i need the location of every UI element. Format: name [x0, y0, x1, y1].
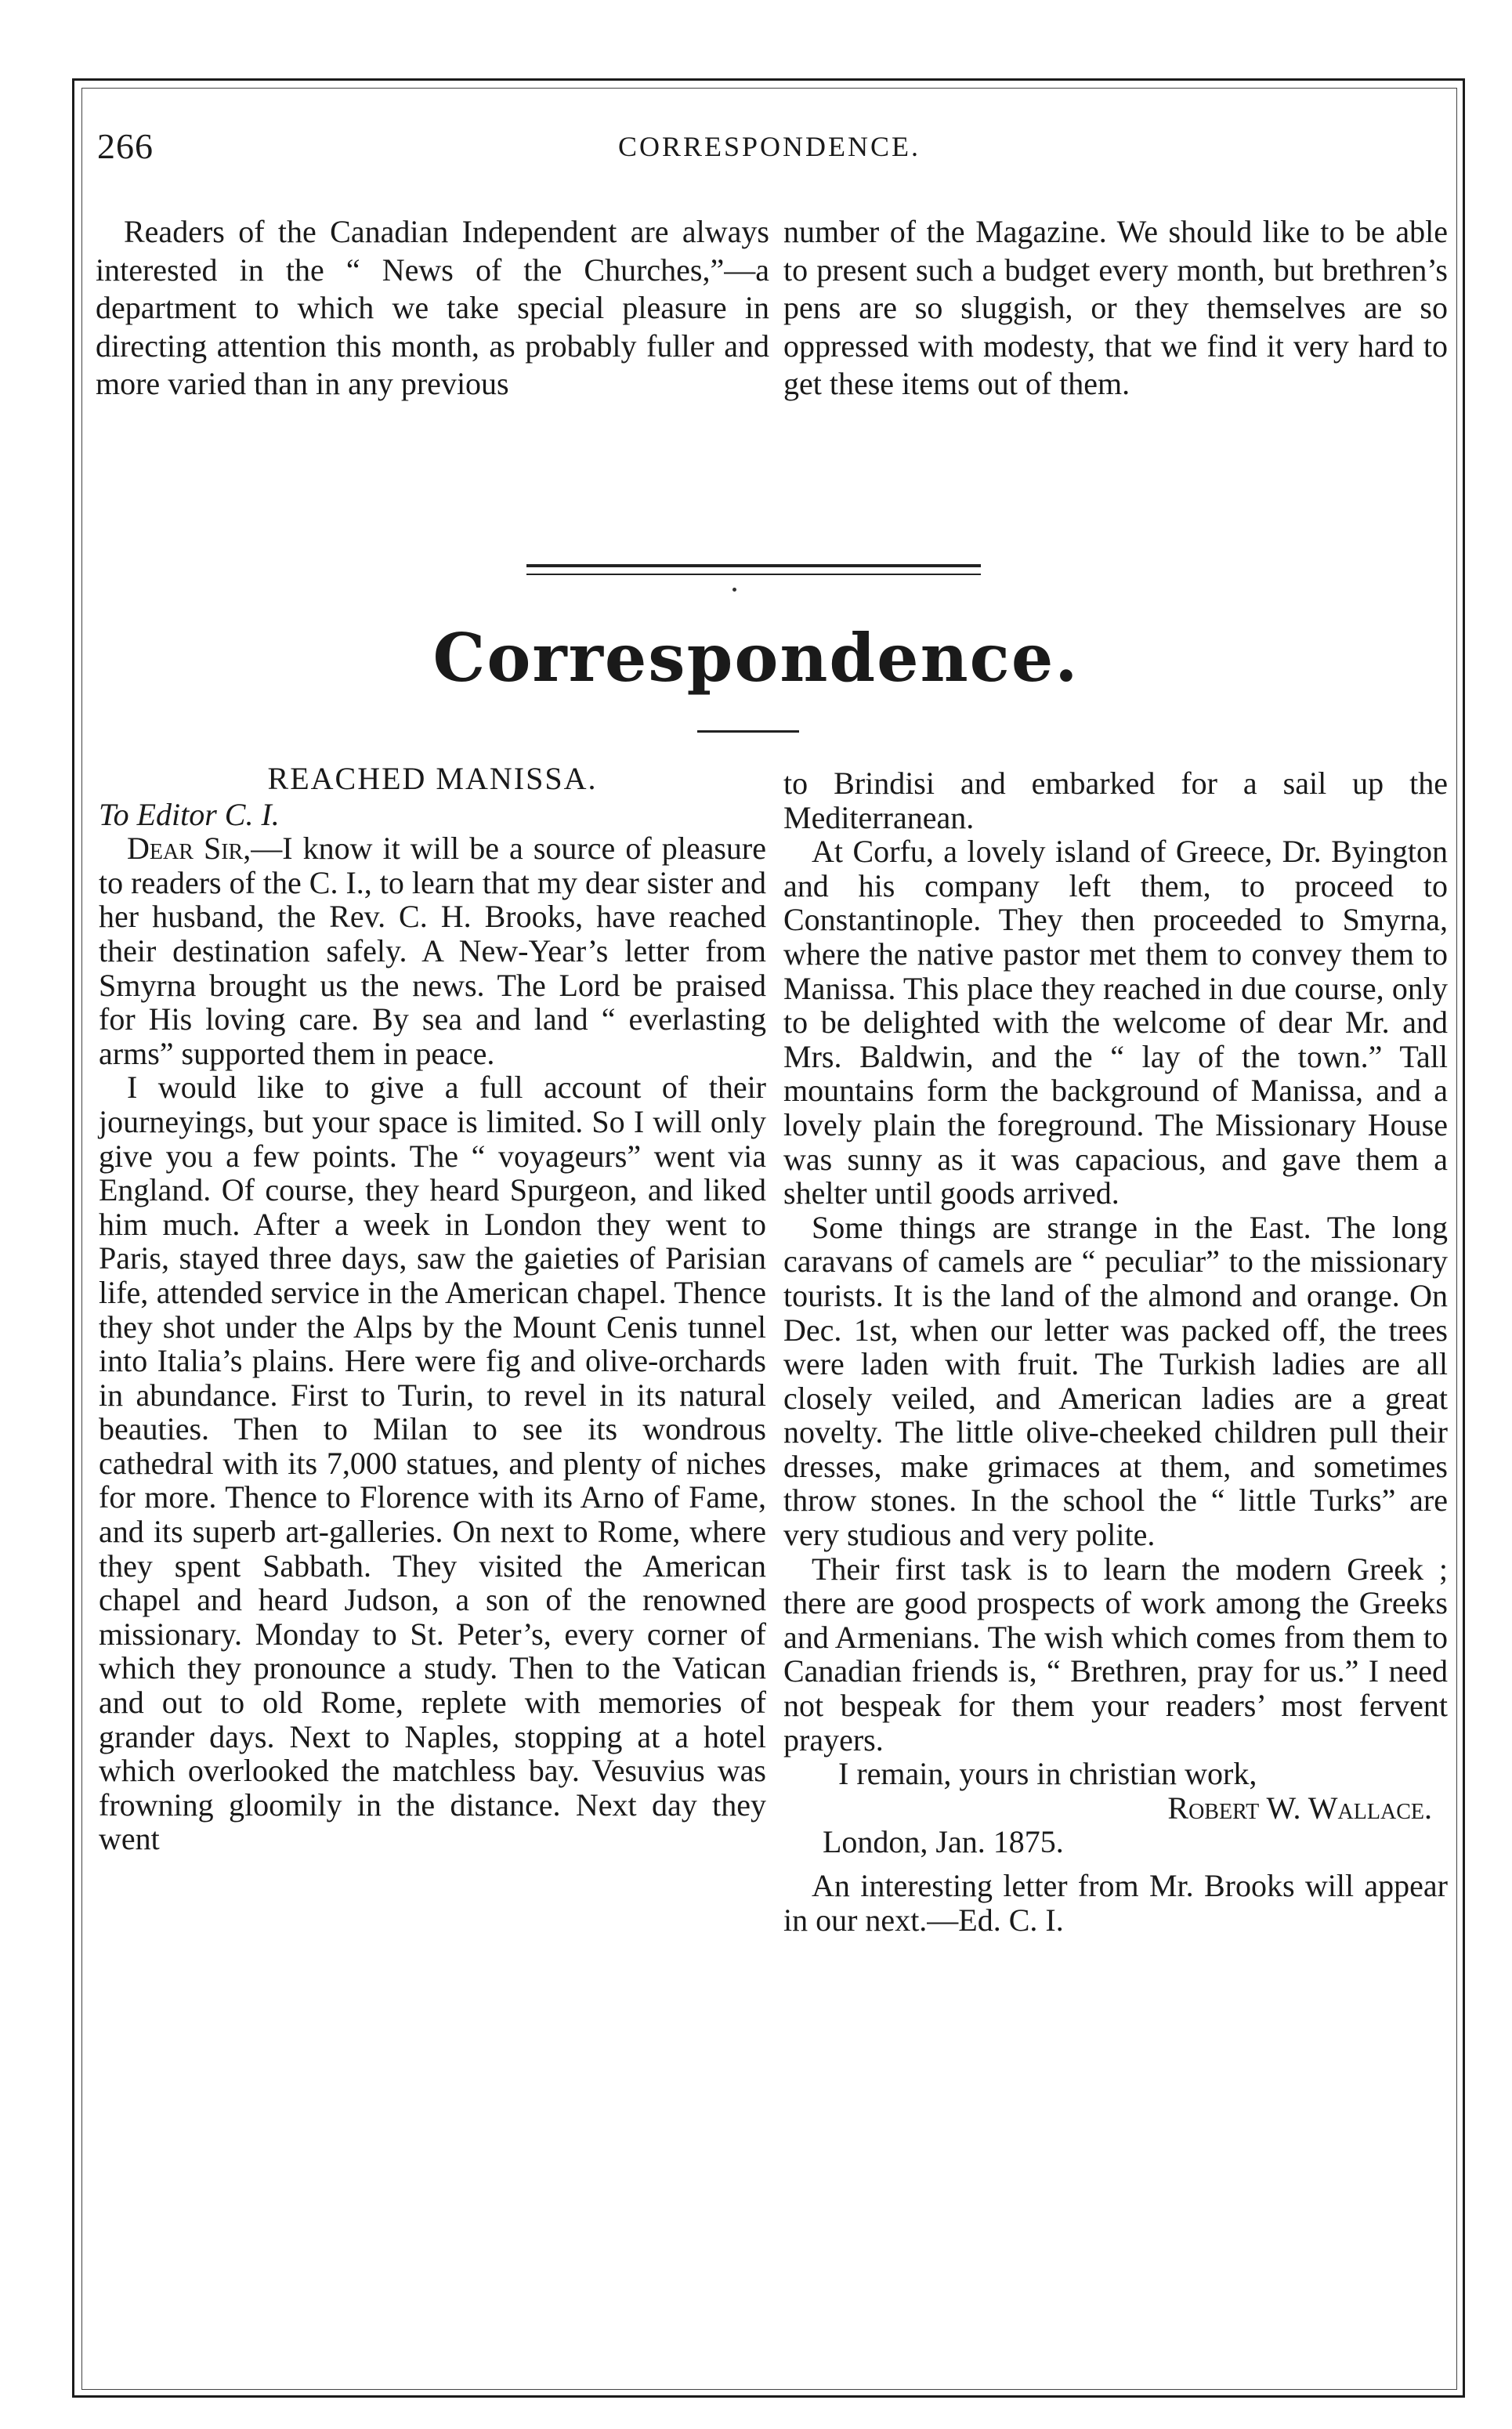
salutation: Dear Sir,: [127, 831, 251, 867]
title-rule: [697, 730, 799, 733]
page-number: 266: [97, 126, 154, 166]
letter-dateline: London, Jan. 1875.: [823, 1824, 1064, 1860]
letter-paragraph-2: I would like to give a full account of their journeyings, but your space is limited. So I will only give you a few points. The “ voyageurs” went via England. Of course, they heard Spurgeon, and liked him much. After a week in London they went to Paris, stayed three days, saw the gaieties of Parisian life, attended service in the American chapel. Thence they shot under the Alps by the Mount Cenis tunnel into Italia’s plains. Here were fig and olive-orchards in abundance. First to Turin, to revel in its natural beauties. Then to Milan to see its wondrous cathedral with its 7,000 statues, and plenty of niches for more. Thence to Florence with its Arno of Fame, and its superb art-galleries. On next to Rome, where they spent Sabbath. They visited the American chapel and heard Judson, a son of the renowned missionary. Monday to St. Peter’s, every corner of which they pronounce a study. Then to the Vatican and out to old Rome, replete with memories of grander days. Next to Naples, stopping at a hotel which overlooked the matchless bay. Vesuvius was frowning gloomily in the distance. Next day they went: [99, 1070, 766, 1857]
intro-text-right: number of the Magazine. We should like to be able to present such a budget every month, but brethren’s pens are so sluggish, or they themselves are so oppressed with modesty, that we find it very hard to get these items out of them.: [783, 214, 1448, 401]
letter-paragraph-4: Some things are strange in the East. The long caravans of camels are “ peculiar” to the missionary tourists. It is the land of the almond and orange. On Dec. 1st, when our letter was packed off, the trees were laden with fruit. The Turkish ladies are all closely veiled, and American ladies are a great novelty. The little olive-cheeked children pull their dresses, make grimaces at them, and sometimes throw stones. In the school the “ little Turks” are very studious and very polite.: [783, 1209, 1448, 1553]
intro-right-column: [783, 213, 1448, 404]
intro-left-column: [96, 213, 769, 404]
ornament-dot: [732, 588, 736, 592]
addressee: To Editor C. I.: [99, 796, 280, 832]
page-header: [96, 125, 1443, 172]
section-rule-top: [526, 564, 981, 567]
running-head: CORRESPONDENCE.: [617, 131, 921, 162]
editor-note: An interesting letter from Mr. Brooks will appear in our next.—Ed. C. I.: [783, 1868, 1448, 1938]
letter-right-column: [783, 766, 1448, 1937]
letter-paragraph-5: Their first task is to learn the modern Greek ; there are good prospects of work among the Greeks and Armenians. The wish which comes from them to Canadian friends is, “ Brethren, pray for us.” I need not bespeak for them your readers’ most fervent prayers.: [783, 1551, 1448, 1757]
article-title: REACHED MANISSA.: [267, 761, 598, 796]
letter-paragraph-1: Dear Sir,—I know it will be a source of pleasure to readers of the C. I., to learn that my dear sister and her husband, the Rev. C. H. Brooks, have reached their destination safely. A New-Year’s letter from Smyrna brought us the news. The Lord be praised for His loving care. By sea and land “ everlasting arms” supported them in peace.: [99, 831, 766, 1071]
letter-paragraph-continued: to Brindisi and embarked for a sail up the Mediterranean.: [783, 766, 1448, 835]
letter-left-column: [99, 757, 766, 1856]
section-rule-bottom: [526, 574, 981, 575]
letter-paragraph-3: At Corfu, a lovely island of Greece, Dr. Byington and his company left them, to proceed to Constantinople. They then proceeded to Smyrna, where the native pastor met them to convey them to Manissa. This place they reached in due course, only to be delighted with the welcome of dear Mr. and Mrs. Baldwin, and the “ lay of the town.” Tall mountains form the background of Manissa, and a lovely plain the foreground. The Missionary House was sunny as it was capacious, and gave them a shelter until goods arrived.: [783, 834, 1448, 1211]
intro-text-left: Readers of the Canadian Independent are always interested in the “ News of the Churches,”—a department to which we take special pleasure in directing attention this month, as probably fuller and more varied than in any previous: [96, 214, 769, 401]
section-title: Correspondence.: [432, 619, 1080, 697]
letter-closing: I remain, yours in christian work,: [838, 1756, 1257, 1792]
letter-signature: Robert W. Wallace.: [1167, 1790, 1432, 1826]
